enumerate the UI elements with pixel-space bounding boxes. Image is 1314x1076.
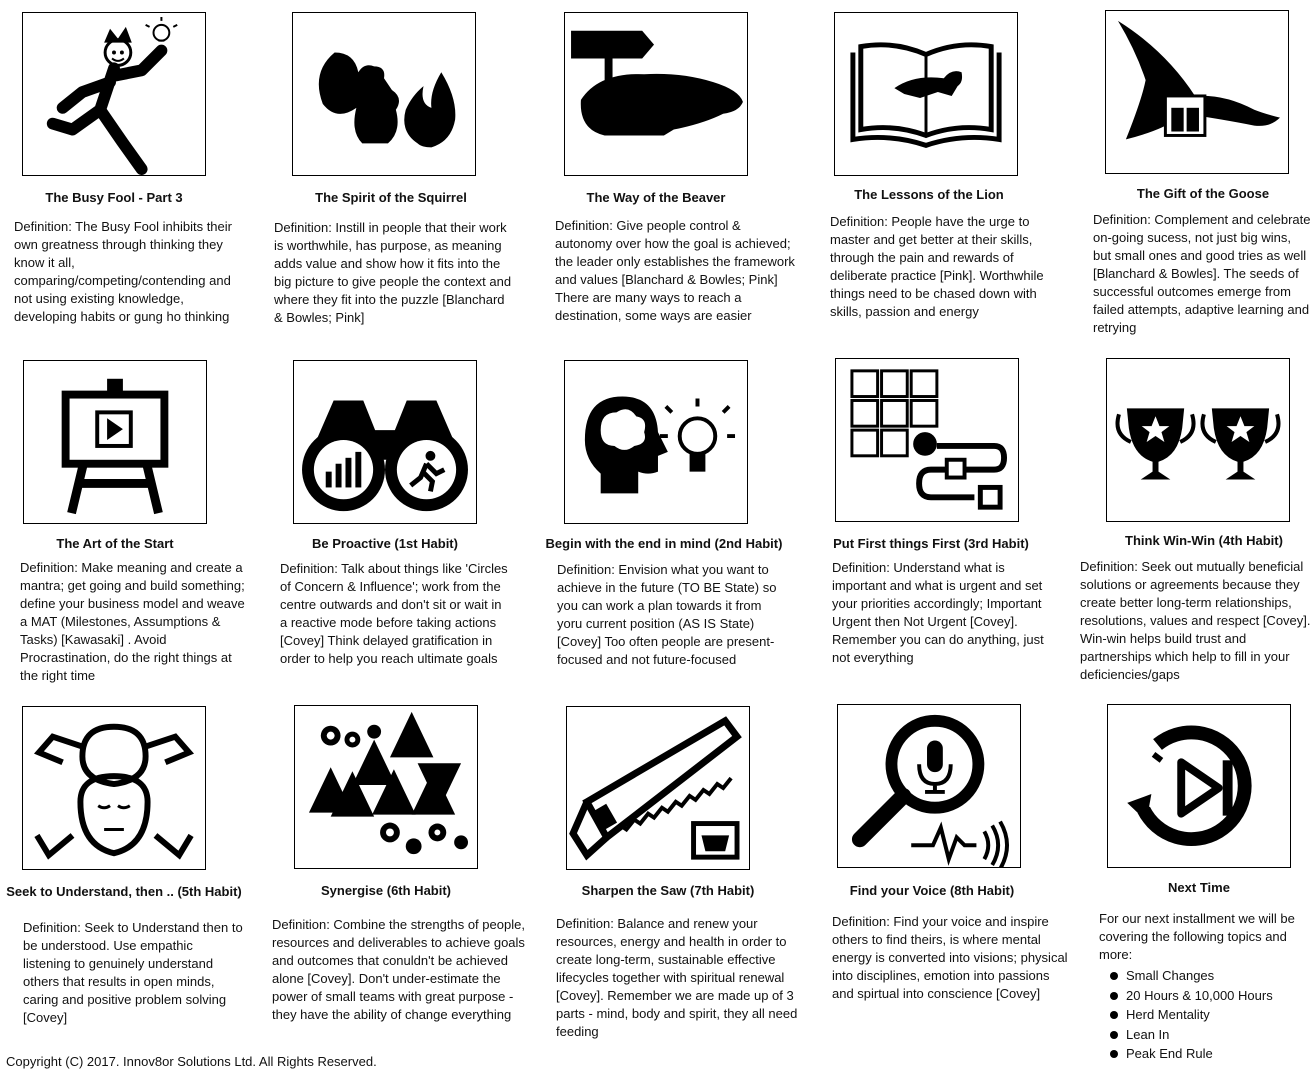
gears-triangles-icon	[294, 705, 478, 869]
easel-play-icon	[23, 360, 207, 524]
lion-book-icon	[834, 12, 1018, 176]
binoculars-icon	[293, 360, 477, 524]
card-definition: Definition: Complement and celebrate on-going sucess, not just big wins, but small ones and good tries as well [Blanchard & Bowles]. The seeds of successful outcomes emerge from failed attempts, adaptive learning and retrying	[1093, 212, 1311, 335]
card-title: Synergise (6th Habit)	[320, 883, 452, 898]
card-definition: Definition: The Busy Fool inhibits their own greatness through thinking they know it all, comparing/competing/contending and not using existing knowledge, developing habits or gung ho thinking	[14, 219, 232, 324]
magnifier-microphone-icon	[837, 704, 1021, 868]
next-time-intro: For our next installment we will be covering the following topics and more:	[1099, 911, 1295, 962]
card-definition: Definition: Find your voice and inspire others to find theirs, is where mental energy is converted into visions; physical into disciplines, emotion into passions and spirtual into conscience [Covey]	[832, 914, 1068, 1001]
list-item: Small Changes	[1099, 966, 1309, 986]
card-definition: Definition: Seek out mutually beneficial solutions or agreements because they create better long-term relationships, resolutions, values and respect [Covey]. Win-win helps build trust and partnerships which help to fill in your deficiencies/gaps	[1080, 559, 1311, 682]
topic-list	[1099, 966, 1309, 1064]
card-title: Begin with the end in mind (2nd Habit)	[545, 536, 783, 551]
card-title: Be Proactive (1st Habit)	[312, 536, 458, 551]
card-definition: Definition: Understand what is important and what is urgent and set your priorities accordingly; Important Urgent then Not Urgent [Covey]. Remember you can do anything, just not everything	[832, 560, 1044, 665]
list-item: 20 Hours & 10,000 Hours	[1099, 986, 1309, 1006]
card-title: Find your Voice (8th Habit)	[849, 883, 1015, 898]
card-title: The Art of the Start	[56, 536, 174, 551]
card-title: Put First things First (3rd Habit)	[833, 536, 1029, 551]
trophies-icon	[1106, 358, 1290, 522]
beaver-signpost-icon	[564, 12, 748, 176]
card-title: The Busy Fool - Part 3	[45, 190, 183, 205]
card-title: The Gift of the Goose	[1136, 186, 1270, 201]
card-definition: Definition: Talk about things like 'Circles of Concern & Influence'; work from the centre outwards and don't sit or wait in a reactive mode before taking actions [Covey] Think delayed gratification in order to help you reach ultimate goals	[280, 561, 508, 666]
jester-running-icon	[22, 12, 206, 176]
card-definition: Definition: Make meaning and create a mantra; get going and build something; define your business model and weave a MAT (Milestones, Assumptions & Tasks) [Kawasaki] . Avoid Procrastination, do the right things at the right time	[20, 560, 245, 683]
listening-heads-icon	[22, 706, 206, 870]
head-lightbulb-icon	[564, 360, 748, 524]
goose-gift-icon	[1105, 10, 1289, 174]
card-title: Next Time	[1168, 880, 1230, 895]
card-definition: Definition: Give people control & autonomy over how the goal is achieved; the leader only establishes the framework and values [Blanchard & Bowles; Pink] There are many ways to reach a destination, some ways are easier	[555, 218, 795, 323]
card-definition: Definition: Balance and renew your resources, energy and health in order to create long-term, sustainable effective lifecycles together with spiritual renewal [Covey]. Remember we are made up of 3 parts - mind, body and spirit, they all need feeding	[556, 916, 798, 1039]
copyright-footer: Copyright (C) 2017. Innov8or Solutions Ltd. All Rights Reserved.	[6, 1054, 377, 1069]
card-definition: Definition: Instill in people that their work is worthwhile, has purpose, as meaning adds value and show how it fits into the big picture to give people the context and where they fit into the puzzle [Blanchard & Bowles; Pink]	[274, 220, 512, 325]
list-item: Lean In	[1099, 1025, 1309, 1045]
card-title: Think Win-Win (4th Habit)	[1125, 533, 1283, 548]
priority-grid-icon	[835, 358, 1019, 522]
saw-sharpener-icon	[566, 706, 750, 870]
card-definition: Definition: People have the urge to master and get better at their skills, through the pain and rewards of deliberate practice [Pink]. Worthwhile things need to be chased down with skills, passion and energy	[830, 214, 1044, 319]
card-definition: Definition: Envision what you want to achieve in the future (TO BE State) so you can work a plan towards it from yoru current position (AS IS State) [Covey] Too often people are present-focused and not future-focused	[557, 562, 777, 667]
replay-clock-icon	[1107, 704, 1291, 868]
card-definition: Definition: Seek to Understand then to be understood. Use empathic listening to genuinely understand others that results in open minds, caring and positive problem solving [Covey]	[23, 920, 243, 1025]
card-title: The Way of the Beaver	[586, 190, 726, 205]
card-title: Seek to Understand, then .. (5th Habit)	[6, 884, 242, 899]
card-title: Sharpen the Saw (7th Habit)	[581, 883, 755, 898]
card-definition: Definition: Combine the strengths of people, resources and deliverables to achieve goals and outcomes that conuldn't be achieved alone [Covey]. Don't under-estimate the power of small teams with great purpose - they have the ability of change everything	[272, 917, 525, 1022]
list-item: Herd Mentality	[1099, 1005, 1309, 1025]
list-item: Peak End Rule	[1099, 1044, 1309, 1064]
next-time-body	[1099, 910, 1309, 1064]
squirrel-flame-icon	[292, 12, 476, 176]
card-title: The Lessons of the Lion	[854, 187, 1004, 202]
card-title: The Spirit of the Squirrel	[315, 190, 467, 205]
